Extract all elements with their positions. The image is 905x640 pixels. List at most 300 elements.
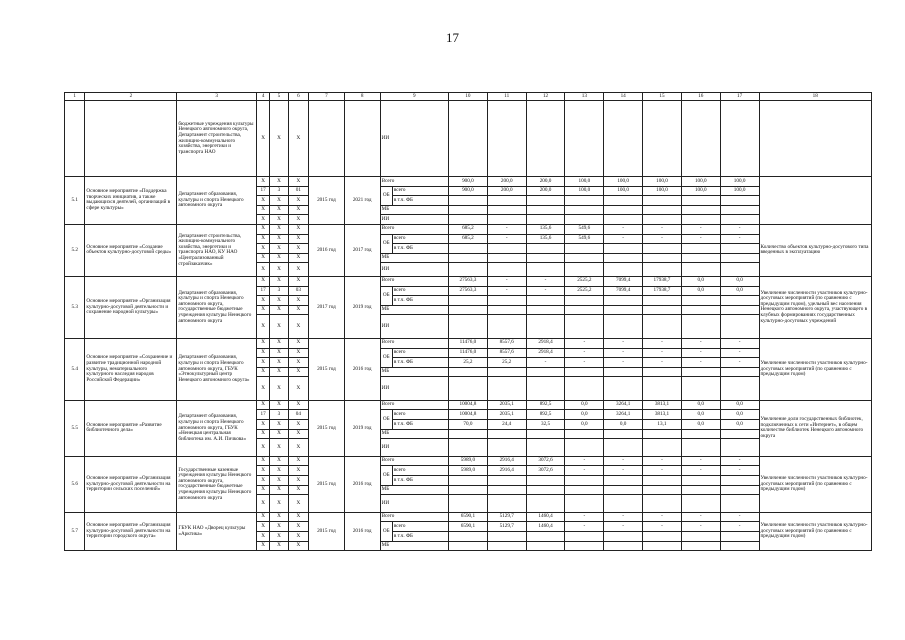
value-cell xyxy=(487,215,526,225)
code-cell: X xyxy=(257,485,270,495)
value-cell: 685,2 xyxy=(449,234,488,244)
value-cell: 0,0 xyxy=(681,276,720,286)
code-cell: X xyxy=(270,522,288,532)
code-cell: 03 xyxy=(288,286,308,296)
value-cell xyxy=(487,205,526,215)
value-cell: 2918,4 xyxy=(526,348,565,358)
value-cell xyxy=(720,263,759,277)
value-cell: 5129,7 xyxy=(487,512,526,522)
value-cell xyxy=(449,315,488,339)
value-cell: - xyxy=(604,522,643,532)
value-cell: - xyxy=(643,466,682,476)
code-cell: X xyxy=(257,429,270,439)
value-cell xyxy=(604,296,643,306)
code-cell: X xyxy=(257,512,270,522)
value-cell: 549,6 xyxy=(565,234,604,244)
value-cell xyxy=(565,367,604,377)
value-cell: 8557,6 xyxy=(487,348,526,358)
value-cell xyxy=(720,495,759,513)
end-year-cell: 2016 год xyxy=(344,338,380,400)
row-number-cell xyxy=(65,101,85,177)
row-number-cell: 5.4 xyxy=(65,338,85,400)
value-cell: - xyxy=(681,358,720,368)
row-number-cell: 5.2 xyxy=(65,224,85,276)
measure-name-cell: Основное мероприятие «Организация культурно-досуговой деятельности на территории сельских поселений» xyxy=(85,456,177,512)
value-cell xyxy=(720,532,759,542)
code-cell: X xyxy=(270,296,288,306)
value-cell: - xyxy=(604,456,643,466)
funding-ob-label: ОБ xyxy=(380,186,392,205)
code-cell: X xyxy=(270,512,288,522)
value-cell: - xyxy=(565,358,604,368)
value-cell xyxy=(604,253,643,263)
indicator-cell: Увеличение численности участников культурно-досуговых мероприятий (по сравнению с предыдущим годом) xyxy=(759,512,872,550)
funding-ob-label: ОБ xyxy=(380,466,392,485)
header-cell: 9 xyxy=(380,93,448,101)
value-cell: 900,0 xyxy=(449,177,488,187)
header-cell: 2 xyxy=(85,93,177,101)
funding-ob-fb-label: в т.ч. ФБ xyxy=(392,420,448,430)
code-cell: X xyxy=(288,263,308,277)
value-cell xyxy=(449,205,488,215)
value-cell xyxy=(487,495,526,513)
code-cell: X xyxy=(288,358,308,368)
funding-total-label: Всего xyxy=(380,456,448,466)
value-cell xyxy=(487,377,526,401)
code-cell: X xyxy=(270,263,288,277)
value-cell: 6590,1 xyxy=(449,522,488,532)
value-cell xyxy=(681,367,720,377)
value-cell: - xyxy=(720,338,759,348)
start-year-cell: 2015 год xyxy=(309,512,345,550)
code-cell: X xyxy=(257,532,270,542)
value-cell xyxy=(565,263,604,277)
value-cell xyxy=(526,495,565,513)
value-cell: - xyxy=(487,224,526,234)
code-cell: X xyxy=(257,476,270,486)
code-cell: X xyxy=(270,466,288,476)
value-cell xyxy=(449,485,488,495)
value-cell xyxy=(604,205,643,215)
value-cell xyxy=(449,476,488,486)
code-cell: X xyxy=(288,234,308,244)
value-cell xyxy=(565,101,604,177)
code-cell: X xyxy=(288,196,308,206)
row-number-cell: 5.1 xyxy=(65,177,85,225)
value-cell: - xyxy=(681,224,720,234)
code-cell: X xyxy=(270,476,288,486)
funding-source-cell: ИИ xyxy=(380,101,448,177)
value-cell xyxy=(604,305,643,315)
value-cell: - xyxy=(565,338,604,348)
value-cell xyxy=(565,429,604,439)
value-cell xyxy=(643,485,682,495)
start-year-cell: 2017 год xyxy=(309,276,345,338)
header-cell: 11 xyxy=(487,93,526,101)
value-cell: 100,0 xyxy=(720,186,759,196)
header-cell: 13 xyxy=(565,93,604,101)
value-cell: - xyxy=(643,512,682,522)
code-cell: X xyxy=(257,439,270,457)
code-cell: X xyxy=(270,101,288,177)
funding-ii-label: ИИ xyxy=(380,439,448,457)
value-cell: - xyxy=(643,522,682,532)
value-cell: 0,0 xyxy=(565,400,604,410)
code-cell: X xyxy=(288,466,308,476)
value-cell xyxy=(526,296,565,306)
value-cell xyxy=(681,495,720,513)
value-cell: - xyxy=(604,512,643,522)
value-cell xyxy=(643,367,682,377)
end-year-cell: 2019 год xyxy=(344,276,380,338)
value-cell: 135,6 xyxy=(526,224,565,234)
value-cell: 100,0 xyxy=(643,177,682,187)
value-cell: 13,1 xyxy=(643,420,682,430)
value-cell xyxy=(681,244,720,254)
indicator-cell: Количество объектов культурно-досугового типа введенных в эксплуатацию xyxy=(759,224,872,276)
value-cell: 0,0 xyxy=(604,420,643,430)
table-row xyxy=(65,177,872,187)
value-cell: - xyxy=(681,466,720,476)
code-cell: X xyxy=(288,456,308,466)
code-cell: X xyxy=(270,420,288,430)
value-cell: 2916,4 xyxy=(487,456,526,466)
value-cell xyxy=(526,205,565,215)
table-row xyxy=(65,338,872,348)
header-cell: 7 xyxy=(309,93,345,101)
value-cell xyxy=(526,101,565,177)
value-cell: 100,0 xyxy=(565,177,604,187)
value-cell: 10004,8 xyxy=(449,410,488,420)
funding-ii-label: ИИ xyxy=(380,377,448,401)
value-cell xyxy=(487,101,526,177)
code-cell: X xyxy=(257,495,270,513)
value-cell: 27563,3 xyxy=(449,286,488,296)
code-cell: X xyxy=(288,296,308,306)
value-cell: 5989,0 xyxy=(449,456,488,466)
value-cell: 100,0 xyxy=(565,186,604,196)
funding-ob-all-label: всего xyxy=(392,522,448,532)
code-cell: X xyxy=(257,296,270,306)
executor-cell: Государственные казенные учреждения культуры Ненецкого автономного округа, государственные бюджетные учреждения культуры Ненецкого автономного округа xyxy=(177,456,257,512)
value-cell xyxy=(487,476,526,486)
value-cell xyxy=(449,101,488,177)
value-cell xyxy=(604,101,643,177)
value-cell xyxy=(643,476,682,486)
value-cell: 7099,4 xyxy=(604,286,643,296)
value-cell: 200,0 xyxy=(487,186,526,196)
value-cell xyxy=(526,253,565,263)
code-cell: X xyxy=(288,420,308,430)
header-cell: 17 xyxy=(720,93,759,101)
value-cell: 0,0 xyxy=(720,410,759,420)
value-cell xyxy=(604,495,643,513)
value-cell: - xyxy=(720,512,759,522)
value-cell: 3813,1 xyxy=(643,400,682,410)
header-cell: 15 xyxy=(643,93,682,101)
code-cell: X xyxy=(288,315,308,339)
funding-ob-all-label: всего xyxy=(392,286,448,296)
value-cell: 2035,1 xyxy=(487,410,526,420)
measure-name-cell: Основное мероприятие «Развитие библиотечного дела» xyxy=(85,400,177,456)
value-cell xyxy=(720,205,759,215)
value-cell xyxy=(604,532,643,542)
value-cell: 2916,4 xyxy=(487,466,526,476)
row-number-cell: 5.3 xyxy=(65,276,85,338)
value-cell: - xyxy=(643,456,682,466)
value-cell xyxy=(565,215,604,225)
code-cell: X xyxy=(257,400,270,410)
value-cell: 3264,1 xyxy=(604,410,643,420)
value-cell xyxy=(526,476,565,486)
indicator-cell xyxy=(759,177,872,225)
executor-cell: Департамент образования, культуры и спорта Ненецкого автономного округа, ГБУК «Ненецкая центральная библиотека им. А.И. Пичкова» xyxy=(177,400,257,456)
value-cell: 3813,1 xyxy=(643,410,682,420)
value-cell: - xyxy=(565,466,604,476)
code-cell: X xyxy=(270,253,288,263)
value-cell xyxy=(720,377,759,401)
funding-ii-label: ИИ xyxy=(380,495,448,513)
code-cell: 3 xyxy=(270,286,288,296)
code-cell: X xyxy=(257,224,270,234)
funding-ii-label: ИИ xyxy=(380,215,448,225)
code-cell: 01 xyxy=(288,186,308,196)
code-cell: X xyxy=(288,429,308,439)
value-cell xyxy=(720,244,759,254)
value-cell xyxy=(643,101,682,177)
value-cell xyxy=(720,196,759,206)
code-cell: X xyxy=(270,305,288,315)
value-cell: - xyxy=(487,286,526,296)
value-cell xyxy=(487,485,526,495)
code-cell: X xyxy=(257,215,270,225)
value-cell xyxy=(565,495,604,513)
code-cell: X xyxy=(288,377,308,401)
value-cell xyxy=(449,439,488,457)
measure-name-cell: Основное мероприятие «Поддержка творческих инициатив, а также выдающихся деятелей, организаций в сфере культуры» xyxy=(85,177,177,225)
value-cell xyxy=(526,541,565,551)
value-cell xyxy=(565,485,604,495)
value-cell: 900,0 xyxy=(449,186,488,196)
value-cell xyxy=(565,377,604,401)
code-cell: X xyxy=(270,348,288,358)
value-cell xyxy=(526,367,565,377)
value-cell: - xyxy=(720,234,759,244)
code-cell: X xyxy=(257,244,270,254)
value-cell xyxy=(604,439,643,457)
value-cell: - xyxy=(487,234,526,244)
executor-cell: Департамент образования, культуры и спорта Ненецкого автономного округа, государственные бюджетные учреждения культуры Ненецкого автономного округа xyxy=(177,276,257,338)
funding-total-label: Всего xyxy=(380,177,448,187)
executor-cell: Департамент образования, культуры и спорта Ненецкого автономного округа, ГБУК «Этнокультурный центр Ненецкого автономного округа» xyxy=(177,338,257,400)
value-cell xyxy=(604,367,643,377)
value-cell: 549,6 xyxy=(565,224,604,234)
value-cell xyxy=(565,305,604,315)
value-cell xyxy=(604,215,643,225)
code-cell: X xyxy=(270,177,288,187)
header-row xyxy=(65,93,872,101)
value-cell xyxy=(720,253,759,263)
code-cell: 17 xyxy=(257,410,270,420)
value-cell xyxy=(643,263,682,277)
code-cell: 3 xyxy=(270,410,288,420)
value-cell xyxy=(643,196,682,206)
code-cell: X xyxy=(270,196,288,206)
value-cell: 70,0 xyxy=(449,420,488,430)
header-cell: 10 xyxy=(449,93,488,101)
executor-cell: Департамент образования, культуры и спорта Ненецкого автономного округа xyxy=(177,177,257,225)
funding-ob-label: ОБ xyxy=(380,522,392,541)
value-cell: - xyxy=(681,348,720,358)
funding-mb-label: МБ xyxy=(380,305,448,315)
value-cell: 1460,4 xyxy=(526,522,565,532)
program-table xyxy=(64,92,872,551)
value-cell: 1460,4 xyxy=(526,512,565,522)
value-cell: - xyxy=(565,348,604,358)
row-number-cell: 5.7 xyxy=(65,512,85,550)
value-cell xyxy=(643,532,682,542)
header-cell: 5 xyxy=(270,93,288,101)
value-cell: 135,6 xyxy=(526,234,565,244)
code-cell: X xyxy=(257,420,270,430)
code-cell: 3 xyxy=(270,186,288,196)
code-cell: X xyxy=(270,315,288,339)
row-number-cell: 5.5 xyxy=(65,400,85,456)
value-cell xyxy=(449,305,488,315)
value-cell: - xyxy=(643,234,682,244)
value-cell xyxy=(720,485,759,495)
value-cell xyxy=(604,315,643,339)
code-cell: X xyxy=(288,305,308,315)
measure-name-cell: Основное мероприятие «Сохранение и развитие традиционной народной культуры, нематериального культурного наследия народов Российской Федерации» xyxy=(85,338,177,400)
code-cell: X xyxy=(288,367,308,377)
indicator-cell xyxy=(759,101,872,177)
value-cell xyxy=(565,253,604,263)
value-cell xyxy=(720,305,759,315)
header-cell: 12 xyxy=(526,93,565,101)
value-cell: - xyxy=(604,338,643,348)
value-cell xyxy=(526,532,565,542)
value-cell xyxy=(643,296,682,306)
code-cell: X xyxy=(270,338,288,348)
measure-name-cell: Основное мероприятие «Организация культурно-досуговой деятельности и сохранение народной культуры» xyxy=(85,276,177,338)
value-cell: 0,0 xyxy=(720,400,759,410)
code-cell: X xyxy=(270,456,288,466)
value-cell xyxy=(526,305,565,315)
value-cell: 25,2 xyxy=(449,358,488,368)
value-cell xyxy=(681,205,720,215)
funding-total-label: Всего xyxy=(380,338,448,348)
value-cell xyxy=(449,495,488,513)
code-cell: X xyxy=(257,358,270,368)
value-cell: 100,0 xyxy=(681,186,720,196)
value-cell xyxy=(526,439,565,457)
value-cell: - xyxy=(565,522,604,532)
code-cell: X xyxy=(288,244,308,254)
header-cell: 8 xyxy=(344,93,380,101)
value-cell: - xyxy=(681,234,720,244)
value-cell: - xyxy=(720,348,759,358)
code-cell: X xyxy=(257,205,270,215)
code-cell: X xyxy=(288,338,308,348)
end-year-cell: 2019 год xyxy=(344,400,380,456)
code-cell: X xyxy=(270,244,288,254)
value-cell xyxy=(526,196,565,206)
value-cell xyxy=(487,367,526,377)
code-cell: X xyxy=(270,439,288,457)
value-cell: 3264,1 xyxy=(604,400,643,410)
value-cell: 24,4 xyxy=(487,420,526,430)
code-cell: X xyxy=(288,495,308,513)
value-cell xyxy=(720,367,759,377)
value-cell xyxy=(565,439,604,457)
funding-ob-fb-label: в т.ч. ФБ xyxy=(392,296,448,306)
funding-ob-label: ОБ xyxy=(380,410,392,429)
value-cell xyxy=(487,541,526,551)
value-cell xyxy=(565,541,604,551)
value-cell: 0,0 xyxy=(720,420,759,430)
value-cell: - xyxy=(643,348,682,358)
value-cell: - xyxy=(604,234,643,244)
value-cell: - xyxy=(720,466,759,476)
value-cell: 6590,1 xyxy=(449,512,488,522)
end-year-cell: 2017 год xyxy=(344,224,380,276)
value-cell: - xyxy=(604,358,643,368)
value-cell: 5989,0 xyxy=(449,466,488,476)
value-cell xyxy=(565,196,604,206)
value-cell: - xyxy=(681,522,720,532)
code-cell: X xyxy=(270,377,288,401)
value-cell: - xyxy=(681,456,720,466)
code-cell: X xyxy=(270,224,288,234)
code-cell: X xyxy=(288,522,308,532)
value-cell: 100,0 xyxy=(720,177,759,187)
funding-ob-all-label: всего xyxy=(392,348,448,358)
start-year-cell: 2016 год xyxy=(309,224,345,276)
value-cell: 32,5 xyxy=(526,420,565,430)
table-row xyxy=(65,101,872,177)
value-cell xyxy=(526,485,565,495)
value-cell xyxy=(681,263,720,277)
executor-cell: бюджетные учреждения культуры Ненецкого автономного округа, Департамент строительства, жилищно-коммунального хозяйства, энергетики и транспорта НАО xyxy=(177,101,257,177)
value-cell: 200,0 xyxy=(526,186,565,196)
value-cell: 892,5 xyxy=(526,400,565,410)
measure-name-cell xyxy=(85,101,177,177)
funding-ob-label: ОБ xyxy=(380,234,392,253)
code-cell: X xyxy=(288,205,308,215)
code-cell: X xyxy=(288,253,308,263)
value-cell xyxy=(681,315,720,339)
value-cell xyxy=(487,532,526,542)
funding-ob-label: ОБ xyxy=(380,286,392,305)
header-cell: 18 xyxy=(759,93,872,101)
value-cell xyxy=(449,429,488,439)
value-cell: 0,0 xyxy=(565,410,604,420)
table-row xyxy=(65,456,872,466)
code-cell: X xyxy=(257,276,270,286)
value-cell: 0,0 xyxy=(720,276,759,286)
value-cell xyxy=(449,377,488,401)
value-cell xyxy=(681,429,720,439)
value-cell xyxy=(643,439,682,457)
start-year-cell: 2015 год xyxy=(309,177,345,225)
executor-cell: Департамент строительства, жилищно-коммунального хозяйства, энергетики и транспорта НАО, КУ НАО «Централизованный стройзаказчик» xyxy=(177,224,257,276)
code-cell: X xyxy=(288,476,308,486)
value-cell xyxy=(449,263,488,277)
code-cell: 17 xyxy=(257,186,270,196)
code-cell: 04 xyxy=(288,410,308,420)
code-cell: X xyxy=(288,512,308,522)
